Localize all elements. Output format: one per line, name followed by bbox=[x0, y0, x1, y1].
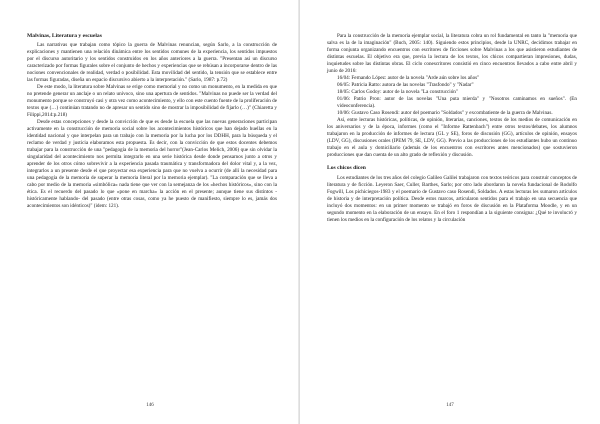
page-number: 147 bbox=[446, 403, 454, 408]
event-item: 18/05: Carlos Godoy: autor de la novela "La construcción" bbox=[337, 89, 458, 96]
section-heading: Malvinas, Literatura y escuelas bbox=[27, 33, 102, 39]
left-column bbox=[27, 33, 277, 210]
paragraph: Desde estas concepciones y desde la convicción de que es desde la escuela que las nuevas generaciones participan activamente en la construcción de memoria social sobre los acontecimientos históricos que han dejado huellas en la identidad nacional y que interpelan para un trabajo con la memoria por la lucha por los DDHH, para la búsqueda y el reclamo de verdad y justicia elaboramos esta propuesta. Es decir, con la convicción de que estos docentes debemos trabajar para la construcción de una "pedagogía de la memoria del horror"(Jean-Carlos Melich, 2006) que sin olvidar la singularidad del acontecimiento nos permita integrarlo en una serie histórica desde donde pensarnos junto a otros y aprender de los otros cómo sobrevivir a la experiencia pasada traumática y transformadora del dolor vital y, a la vez, integrarlos a un presente desde el que proyectar esa experiencia para que no vuelva a ocurrir (de allí la necesidad para una pedagogía de la memoria de superar la memoria literal por la memoria ejemplar). "La comparación que se lleva a cabo por medio de la memoria «simbólica» nada tiene que ver con la semejanza de los «hechos históricos», sino con la ética. Es el recuerdo del pasado lo que «pone en marcha» la acción en el presente; aunque tiene sus distintos -históricamente hablando- del pasado (entre otras cosas, como ya he puesto de manifiesto, siempre lo es, jamás dos acontecimientos son idénticos)" (idem: 121). bbox=[27, 119, 277, 210]
event-item: 16/04: Fernando López: autor de la novela "Arde aún sobre los años" bbox=[337, 75, 480, 82]
right-column bbox=[327, 33, 577, 224]
paragraph: De este modo, la literatura sobre Malvinas se erige como memorial y no como un monumento, en la medida en que no pretende generar un anclaje o un relato unívoco, sino una apertura de sentidos. "Malvinas no puede ser la verdad del monumento porque se construyó casi y otra vez como acontecimiento, y ello con este cuento fuente de la proliferación de textos que (…) continúan tratando no de apresar un sentido sino de mostrar la imposibilidad de fijarlo (…)" (Chiaretta y Filippi,2014:p.218) bbox=[27, 84, 277, 119]
section-heading: Los chicos dicen bbox=[327, 165, 366, 172]
paragraph: Las narrativas que trabajan como tópico la guerra de Malvinas renuncian, según Sarlo, a la construcción de explicaciones y mantienen una relación dinámica entre los sentidos comunes de la experiencia, los sentidos impuestos por el discurso autoritario y los sentidos construidos en los años anteriores a la guerra. "Presentan así un discurso caracterizado por formas figurales sobre el conjunto de hechos y experiencias que se rehúsan a incorporarse dentro de las nociones convencionales de realidad, verdad o posibilidad. Esta movilidad del sentido, la tensión que se establece entre las formas figuradas, diseña un espacio discursivo abierto a la interpretación." (Sarlo, 1987: p.72) bbox=[27, 42, 277, 84]
paragraph: Para la construcción de la memoria ejemplar social, la literatura cobra un rol fundamental en tanto la "memoria que salva es la de la imaginación" (Buch, 2005: 140). Siguiendo estos principios, desde la UNRC, decidimos trabajar en forma conjunta organizando encuentros con escritores de ficciones sobre Malvinas a los que asistieron estudiantes de distintas escuelas. El objetivo era que, previa la lectura de los textos, los chicos compartieran impresiones, dudas, inquietudes sobre las distintas obras. El ciclo conescritores consistió en cinco encuentros llevados a cabo entre abril y junio de 2016: bbox=[327, 33, 577, 75]
event-item: 06/05: Patricia Ratto: autora de las novelas "Trasfondo" y "Nadar" bbox=[337, 82, 474, 89]
event-item: 01/06: Patrio Pron: autor de las novelas "Una puta mierda" y "Nosotros caminamos en sueños". (En videoconferencia). bbox=[337, 96, 577, 110]
paragraph: Así, entre lecturas históricas, políticas, de opinión, literarias, canciones, textos de los medios de comunicación en los aniversarios y de la época, informes (como el "Informe Rattenbach") entre otros textos/debates, los alumnos trabajaron en la producción de informes de lectura (GL y SE), foros de discusión (GG), artículos de opinión, ensayos (LDV, GG), discusiones orales (IPEM 79, SE, LDV, GG). Previo a las producciones de los estudiantes hubo un continuo trabajo en el aula y domiciliario (además de los encuentros con escritores antes mencionados) que sostuvieron producciones que dan cuenta de un alto grado de reflexión y discusión. bbox=[327, 117, 577, 159]
right-page bbox=[300, 0, 600, 424]
page-number: 146 bbox=[146, 403, 154, 408]
paragraph: Los estudiantes de los tres años del colegio Galileo Galilei trabajaron con textos teóricos para construir conceptos de literatura y de ficción. Leyeron Saer, Culler, Barthes, Sarlo; por otro lado abordaron la novela fundacional de Rodolfo Fogwill, Los pichiciegos-1983 y el poemario de Gustavo caso Rosendi, Soldados. A estas lecturas les sumaron artículos de historia y de interpretación política. Desde estos marcos, articularon sentidos para el trabajo en una secuencia que incluyó dos momentos: en un primer momento se trabajó en foros de discusión en la Plataforma Moodle, y en un segundo momento en la elaboración de un ensayo. En el foro 1 respondían a la siguiente consigna: ¿Qué te involucró y tienen los medios en la configuración de los relatos y la circulación bbox=[327, 175, 577, 224]
event-item: 10/06: Gustavo Caso Rosendi: autor del poemario "Soldados" y excombatiente de la guerra de Malvinas. bbox=[337, 110, 553, 117]
